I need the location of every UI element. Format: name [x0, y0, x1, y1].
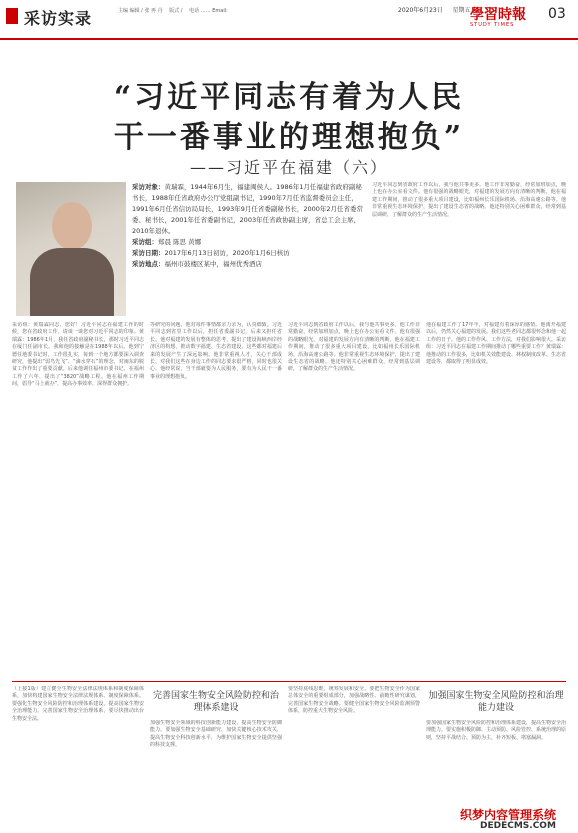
body-column-3: 习近平同志到省政府工作以后，我与他共事更多。他工作非常勤奋，经常加班加点，晚上也在办公室看文件。他有很强的战略眼光，对福建的发展方向有清晰的判断。他在福建工作期间，推动了很多重大项目建设，比如福州长乐国际机场、沿海高速公路等。他非常重视生态环境保护，提出了建设生态省的战略。他还特别关心困难群众，经常到基层调研，了解群众的生产生活情况。: [288, 322, 420, 373]
editor-info: 主编 编辑 / 张 再 丹 版式 / 电话 …… Email:: [118, 8, 228, 14]
page-header: [0, 0, 578, 40]
newspaper-logo-en: STUDY TIMES: [470, 22, 515, 28]
subtitle: ——习近平在福建（六）: [189, 158, 388, 177]
lower-subheading-2: 加强国家生物安全风险防控和治理能力建设: [428, 691, 564, 713]
section-divider: [12, 681, 566, 682]
section-marker-icon: [6, 8, 18, 24]
section-title: 采访实录: [24, 9, 93, 28]
headline-line-2: 干一番事业的理想抱负”: [113, 120, 465, 155]
lower-subheading-1: 完善国家生物安全风险防控和治理体系建设: [152, 691, 279, 713]
lower-column-4: 要加强国家生物安全风险防控和治理体系建设，提高生物安全治理能力。要实施积极防御、主动预防、风险管控、系统治理的原则，坚持平战结合、预防为主，补齐短板、堵塞漏洞。: [426, 720, 566, 741]
lower-column-3: 要坚持底线思维，统筹发展和安全。要把生物安全作为国家总体安全的重要组成部分，加强战略性、前瞻性研究谋划，完善国家生物安全战略。要健全国家生物安全风险监测预警体系，防控重大生物安全风险。: [288, 686, 420, 715]
profile-place-text: 福州市鼓楼区某中，福州优秀酒店: [164, 260, 262, 268]
portrait-head: [52, 202, 92, 250]
watermark-text: 织梦内容管理系统: [460, 808, 557, 822]
watermark-url: DEDECMS.COM: [480, 821, 556, 831]
body-column-1: 采访组：黄瑞霖同志，您好！习近平同志在福建工作的时候，您在省政府工作，请谈一谈您对习近平同志的印象。黄瑞霖：1986年1月，我任省政府副秘书长，那时习近平同志在厦门任副市长。我和他的接触是在1988年以后。他到宁德任地委书记时，工作很扎实，每到一个地方都要深入调查研究，他提出“弱鸟先飞”、“滴水穿石”的理念，对闽东的脱贫工作作出了重要贡献。后来他调任福州市委书记，在福州工作了六年，提出了“3820”战略工程。他在福州工作期间，倡导“马上就办”，提高办事效率，深得群众拥护。: [12, 322, 144, 388]
profile-team-text: 郑晨 陈思 黄娜: [158, 238, 202, 246]
profile-label-place: 采访地点：: [132, 260, 165, 268]
profile-date-text: 2017年6月13日初访，2020年1月6日核访: [164, 249, 290, 257]
page-number: 03: [548, 6, 566, 22]
profile-subject-text: 黄瑞霖，1944年6月生，福建闽侯人。1986年1月任福建省政府副秘书长，1988年任省政府办公厅党组副书记，1990年7月任省监督委员会主任，1991年6月任省信访局局长，1993年9月任省委副秘书长，2000年2月任省委常委、秘书长，2001年任省委副书记，2003年任省政协副主席，省总工会主席，2010年退休。: [132, 183, 364, 235]
issue-date: 2020年6月23日 星期五: [398, 7, 471, 14]
lower-column-2: 加强生物安全领域的科技创新能力建设，提高生物安全防御能力。要加强生物安全基础研究，加快关键核心技术攻关，提高生物安全科技创新水平，为维护国家生物安全提供坚强的科技支撑。: [150, 720, 282, 749]
portrait-photo: [16, 182, 126, 316]
lower-column-1: （上接1版）建立健全生物安全法律法规体系和制度保障体系，加快构建国家生物安全法律法规体系、制度保障体系。要强化生物安全风险防控和治理体系建设，提高国家生物安全治理能力。完善国家生物安全治理体系，要尽快推动出台生物安全法。: [12, 686, 144, 722]
body-column-2: 等研究的问题。他对每件事情都亲力亲为，认真细致。习近平同志到省里工作以后，担任省委副书记，后来又担任省长。他对福建的发展有整体的思考，提出了建设海峡西岸经济区的构想，推动数字福建、生态省建设，这些都对福建后来的发展产生了深远影响。他非常重视人才，关心干部成长，对我们这些在身边工作的同志要求很严格，同时也很关心。他经常说，当干部就要为人民服务，要有为人民干一番事业的理想抱负。: [150, 322, 282, 380]
body-column-4: 他在福建工作了17年半，对福建有着深厚的感情。他离开福建以后，仍然关心福建的发展。我们这些老同志都很怀念和他一起工作的日子。他的工作作风、工作方法，对我们影响很大。采访组：习近平同志在福建工作期间推动了哪些重要工作？黄瑞霖：他推动的工作很多，比如机关效能建设、林权制度改革、生态省建设等，都取得了明显成效。: [426, 322, 566, 366]
body-column-top-right: 习近平同志到省政府工作以后，我与他共事更多。他工作非常勤奋，经常加班加点，晚上也在办公室看文件。他有很强的战略眼光，对福建的发展方向有清晰的判断。他在福建工作期间，推动了很多重大项目建设，比如福州长乐国际机场、沿海高速公路等。他非常重视生态环境保护，提出了建设生态省的战略。他还特别关心困难群众，经常到基层调研，了解群众的生产生活情况。: [372, 182, 566, 218]
profile-label-date: 采访日期：: [132, 249, 165, 257]
portrait-body: [30, 248, 114, 316]
profile-box: [132, 182, 368, 270]
profile-label-subject: 采访对象：: [132, 183, 165, 191]
profile-label-team: 采访组：: [132, 238, 158, 246]
newspaper-logo: 學習時報: [470, 7, 526, 23]
headline-line-1: “习近平同志有着为人民: [113, 80, 465, 115]
